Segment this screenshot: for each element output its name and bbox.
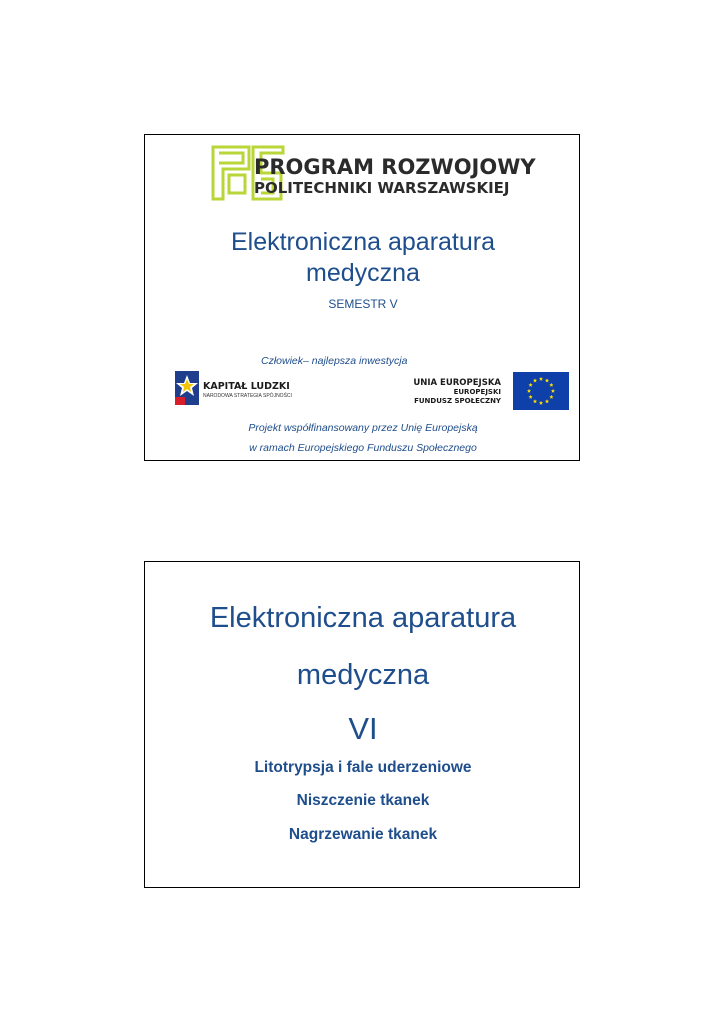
slide1-title — [145, 227, 581, 289]
program-logo-line2: POLITECHNIKI WARSZAWSKIEJ — [254, 179, 510, 197]
ue-line3: FUNDUSZ SPOŁECZNY — [414, 397, 501, 405]
cofinancing-line2: w ramach Europejskiego Funduszu Społecznego — [249, 442, 477, 454]
slide1-title-line2: medyczna — [306, 259, 420, 287]
slide1-title-line1: Elektroniczna aparatura — [230, 228, 496, 256]
topic-2: Niszczenie tkanek — [296, 792, 430, 809]
motto-text: Człowiek– najlepsza inwestycja — [261, 355, 408, 367]
kapital-ludzki-label: KAPITAŁ LUDZKI — [203, 381, 290, 392]
cofinancing-line1: Projekt współfinansowany przez Unię Europejską — [248, 422, 478, 434]
lecture-number: VI — [348, 711, 378, 746]
eu-flag-icon — [513, 372, 569, 410]
ue-line2: EUROPEJSKI — [453, 388, 501, 396]
slide2-title-line2: medyczna — [296, 659, 430, 691]
slide-title-card — [144, 134, 580, 461]
kapital-ludzki-sub: NARODOWA STRATEGIA SPÓJNOŚCI — [203, 393, 292, 399]
topic-3: Nagrzewanie tkanek — [288, 826, 438, 843]
semester-label: SEMESTR V — [328, 297, 398, 311]
slide2-title-line1: Elektroniczna aparatura — [209, 602, 517, 634]
slide-lecture-card — [144, 561, 580, 888]
cofinancing-note — [145, 418, 581, 458]
ue-line1: UNIA EUROPEJSKA — [413, 378, 501, 388]
topic-1: Litotrypsja i fale uderzeniowe — [254, 759, 472, 776]
program-logo-line1: PROGRAM ROZWOJOWY — [254, 155, 536, 179]
ue-text-block — [413, 378, 501, 406]
